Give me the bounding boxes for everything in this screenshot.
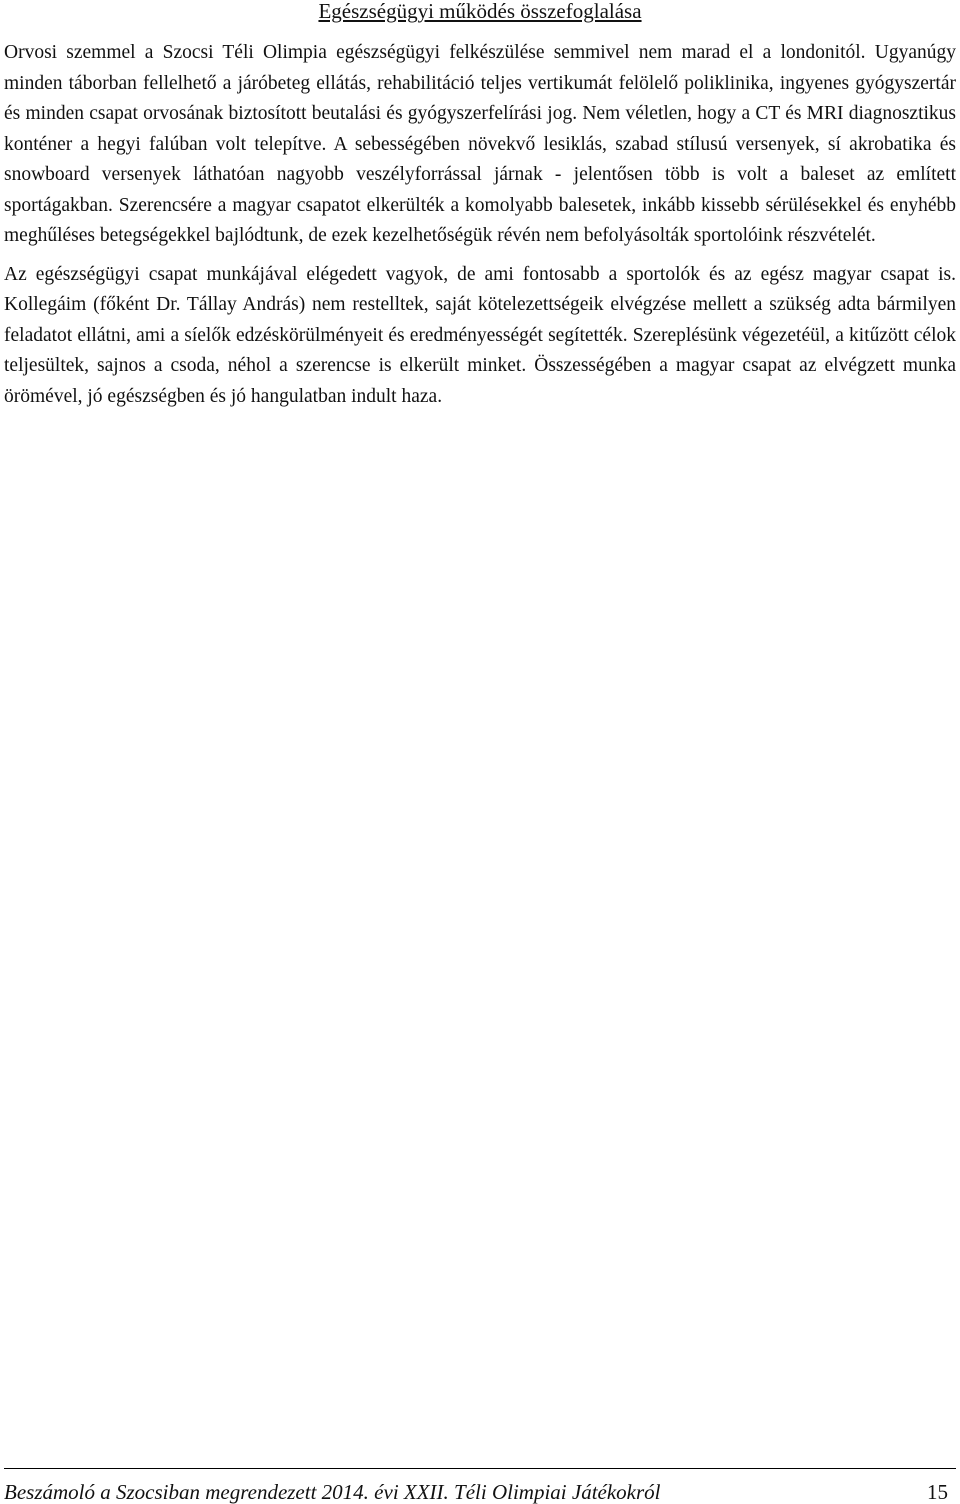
document-page [4,0,956,412]
page-footer [0,1455,960,1504]
section-title: Egészségügyi működés összefoglalása [318,0,642,23]
paragraph-medical-summary: Orvosi szemmel a Szocsi Téli Olimpia egészségügyi felkészülése semmivel nem marad el a londonitól. Ugyanúgy minden táborban fellelhető a járóbeteg ellátás, rehabilitáció teljes vertikumát felölelő poliklinika, ingyenes gyógyszertár és minden csapat orvosának biztosított beutalási és gyógyszerfelírási jog. Nem véletlen, hogy a CT és MRI diagnosztikus konténer a hegyi falúban volt telepítve. A sebességében növekvő lesiklás, szabad stílusú versenyek, sí akrobatika és snowboard versenyek láthatóan nagyobb veszélyforrással járnak - jelentősen több is volt a baleset az említett sportágakban. Szerencsére a magyar csapatot elkerülték a komolyabb balesetek, inkább kissebb sérülésekkel és enyhébb meghűléses betegségekkel bajlódtunk, de ezek kezelhetőségük révén nem befolyásolták sportolóink részvételét. [4,42,956,246]
footer-divider [4,1468,956,1469]
page-number: 15 [927,1480,948,1504]
footer-report-title: Beszámoló a Szocsiban megrendezett 2014. évi XXII. Téli Olimpiai Játékokról [4,1480,661,1504]
paragraph-team-evaluation: Az egészségügyi csapat munkájával elégedett vagyok, de ami fontosabb a sportolók és az egész magyar csapat is. Kollegáim (főként Dr. Tállay András) nem restelltek, saját kötelezettségeik elvégzése mellett a szükség adta bármilyen feladatot ellátni, ami a síelők edzéskörülményeit és eredményességét segítették. Szereplésünk végezetéül, a kitűzött célok teljesültek, sajnos a csoda, néhol a szerencse is elkerült minket. Összességében a magyar csapat az elvégzett munka örömével, jó egészségben és jó hangulatban indult haza. [4,263,956,407]
